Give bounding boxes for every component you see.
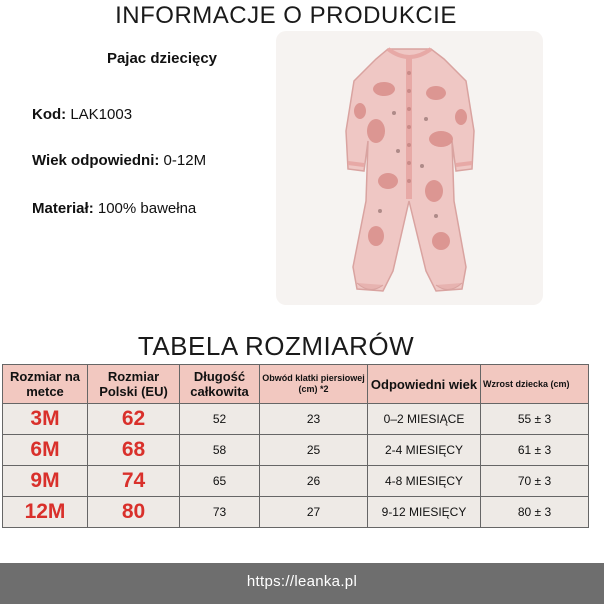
cell-chest-circumference: 27 xyxy=(260,497,368,528)
cell-child-height: 55 ± 3 xyxy=(481,404,589,435)
footer-bar xyxy=(0,563,604,604)
product-name: Pajac dziecięcy xyxy=(106,50,218,67)
table-row xyxy=(3,497,589,528)
cell-suitable-age: 4-8 MIESIĘCY xyxy=(368,466,481,497)
table-row xyxy=(3,404,589,435)
cell-total-length: 73 xyxy=(180,497,260,528)
cell-label-size: 6M xyxy=(3,435,88,466)
cell-label-size: 3M xyxy=(3,404,88,435)
product-age-label: Wiek odpowiedni: xyxy=(32,152,160,169)
product-code-label: Kod: xyxy=(32,106,67,123)
cell-chest-circumference: 25 xyxy=(260,435,368,466)
header-chest-circumference: Obwód klatki piersiowej (cm) *2 xyxy=(260,365,368,404)
cell-label-size: 12M xyxy=(3,497,88,528)
product-material-line xyxy=(32,200,196,217)
product-code-line xyxy=(32,106,132,123)
cell-child-height: 70 ± 3 xyxy=(481,466,589,497)
header-label-size: Rozmiar na metce xyxy=(3,365,88,404)
cell-chest-circumference: 23 xyxy=(260,404,368,435)
product-material-value: 100% bawełna xyxy=(97,200,197,217)
product-code-value: LAK1003 xyxy=(70,106,133,123)
cell-chest-circumference: 26 xyxy=(260,466,368,497)
cell-polish-size: 80 xyxy=(88,497,180,528)
size-table-title: TABELA ROZMIARÓW xyxy=(137,331,415,361)
cell-total-length: 58 xyxy=(180,435,260,466)
cell-child-height: 80 ± 3 xyxy=(481,497,589,528)
page-title: INFORMACJE O PRODUKCIE xyxy=(115,2,457,29)
cell-polish-size: 74 xyxy=(88,466,180,497)
sleepsuit-shape xyxy=(346,49,474,291)
size-table-header-row xyxy=(3,365,589,404)
product-age-line xyxy=(32,152,206,169)
header-child-height: Wzrost dziecka (cm) xyxy=(481,365,589,404)
cell-total-length: 52 xyxy=(180,404,260,435)
cell-suitable-age: 0–2 MIESIĄCE xyxy=(368,404,481,435)
cell-label-size: 9M xyxy=(3,466,88,497)
baby-sleepsuit-image xyxy=(276,31,543,305)
size-table xyxy=(2,364,589,528)
header-polish-size: Rozmiar Polski (EU) xyxy=(88,365,180,404)
header-suitable-age: Odpowiedni wiek xyxy=(368,365,481,404)
header-total-length: Długość całkowita xyxy=(180,365,260,404)
product-material-label: Materiał: xyxy=(32,200,94,217)
table-row xyxy=(3,466,589,497)
cell-total-length: 65 xyxy=(180,466,260,497)
cell-polish-size: 62 xyxy=(88,404,180,435)
footer-url-link[interactable]: https://leanka.pl xyxy=(246,573,358,590)
cell-child-height: 61 ± 3 xyxy=(481,435,589,466)
cell-polish-size: 68 xyxy=(88,435,180,466)
cell-suitable-age: 9-12 MIESIĘCY xyxy=(368,497,481,528)
product-photo-card xyxy=(276,31,543,305)
product-age-value: 0-12M xyxy=(163,152,207,169)
table-row xyxy=(3,435,589,466)
cell-suitable-age: 2-4 MIESIĘCY xyxy=(368,435,481,466)
